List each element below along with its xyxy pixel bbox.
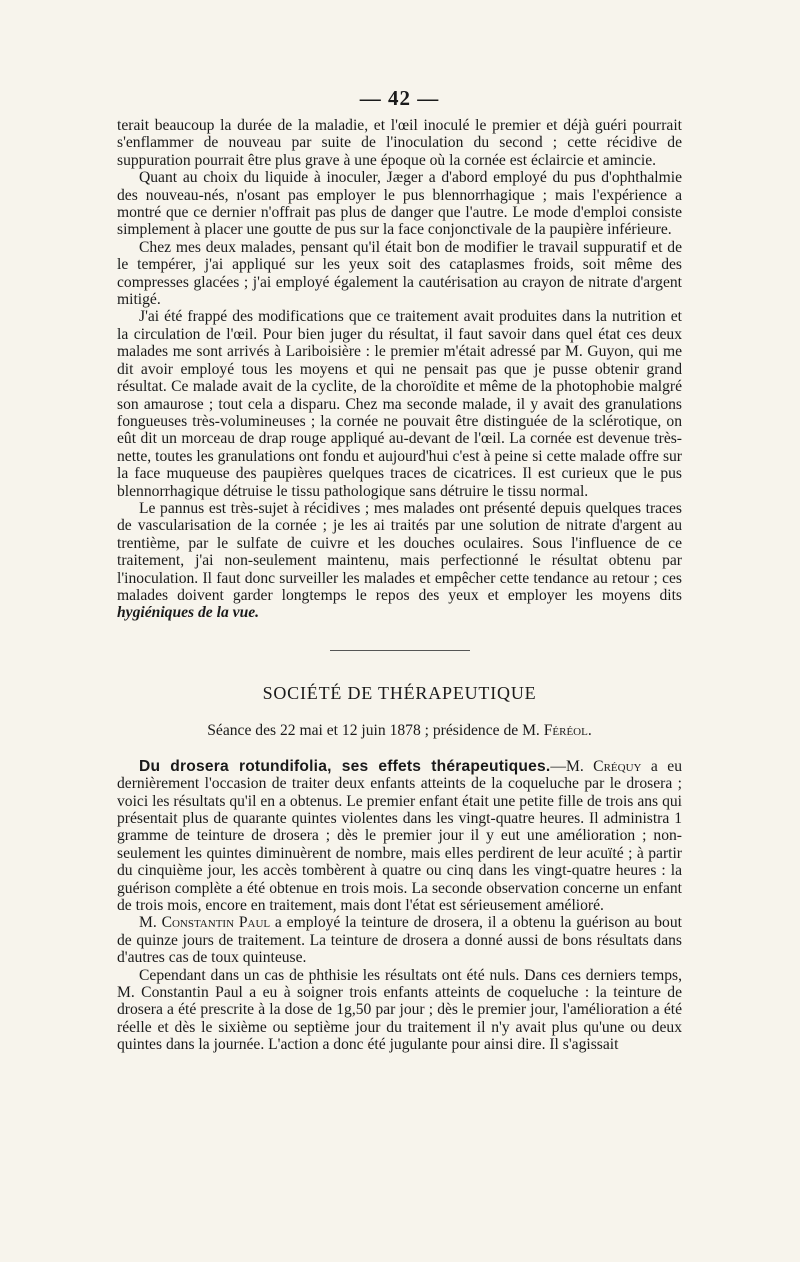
- president-name: Féréol.: [543, 721, 592, 739]
- pannus-text: Le pannus est très-sujet à récidives ; mes malades ont présenté depuis quelques traces de vascularisation de la cornée ; je les ai traités par une solution de nitrate d'argent au trentième, par le sulfate de cuivre et les douches oculaires. Sous l'influence de ce traitement, j'ai non-seulement maintenu, mais perfectionné le résultat obtenu par l'inoculation. Il faut donc surveiller les malades et empêcher cette tendance au retour ; ces malades doivent garder longtemps le repos des yeux et employer les moyens dits: [117, 499, 682, 604]
- paragraph-continued: terait beaucoup la durée de la maladie, et l'œil inoculé le premier et déjà guéri pourrait s'enflammer de nouveau par suite de l'inoculation du second ; cette récidive de suppuration pourrait être plus grave à une époque où la cornée est éclaircie et amincie.: [117, 117, 682, 169]
- session-text: Séance des 22 mai et 12 juin 1878 ; présidence de M.: [207, 721, 540, 739]
- paragraph-inoculation-liquid: Quant au choix du liquide à inoculer, Jæger a d'abord employé du pus d'ophthalmie des nouveau-nés, n'osant pas employer le pus blennorrhagique ; mais l'expérience a montré que ce dernier n'offrait pas plus de danger que l'autre. Le mode d'emploi consiste simplement à placer une goutte de pus sur la face conjonctivale de la paupière inférieure.: [117, 169, 682, 239]
- article-paragraph-3: Cependant dans un cas de phthisie les résultats ont été nuls. Dans ces derniers temps, M. Constantin Paul a eu à soigner trois enfants atteints de coqueluche : la teinture de drosera a été prescrite à la dose de 1g,50 par jour ; dès le premier jour, l'amélioration a été réelle et dès le sixième ou septième jour du traitement il n'y avait plus qu'une ou deux quintes dans la journée. L'action a donc été jugulante pour ainsi dire. Il s'agissait: [117, 966, 682, 1054]
- section-divider: [330, 650, 470, 651]
- article-author: M. Créquy: [565, 757, 642, 775]
- document-page: [117, 86, 682, 1054]
- session-line: [117, 722, 682, 740]
- paragraph-treatment: Chez mes deux malades, pensant qu'il était bon de modifier le travail suppuratif et de le tempérer, j'ai appliqué sur les yeux soit des cataplasmes froids, soit même des compresses glacées ; j'ai employé également la cautérisation au crayon de nitrate d'argent mitigé.: [117, 238, 682, 309]
- paragraph-pannus: [117, 500, 682, 622]
- article-paragraph-1: Du drosera rotundifolia, ses effets thérapeutiques.—M. Créquy a eu dernièrement l'occasion de traiter deux enfants atteints de la coqueluche par le drosera ; voici les résultats qu'il en a obtenus. Le premier enfant était une petite fille de trois ans qui présentait plus de quarante quintes violentes dans les vingt-quatre heures. Il administra 1 gramme de teinture de drosera ; dès le premier jour il y eut une amélioration ; non-seulement les quintes diminuèrent de nombre, mais elles perdirent de leur acuïté ; à partir du cinquième jour, les accès tombèrent à quatre ou cinq dans les vingt-quatre heures : la guérison complète a été obtenue en trois mois. La seconde observation concerne un enfant de trois mois, encore en traitement, mais dont l'état est sérieusement amélioré.: [117, 757, 683, 915]
- paragraph-results: J'ai été frappé des modifications que ce traitement avait produites dans la nutrition et la circulation de l'œil. Pour bien juger du résultat, il faut savoir dans quel état ces deux malades me sont arrivés à Lariboisière : le premier m'était adressé par M. Guyon, qui me dit avoir employé tous les moyens et qui ne pensait pas que je pusse obtenir grand résultat. Ce malade avait de la cyclite, de la choroïdite et même de la photophobie malgré son amaurose ; tout cela a disparu. Chez ma seconde malade, il y avait des granulations fongueuses très-volumineuses ; la cornée ne pouvait être distinguée de la sclérotique, on eût dit un morceau de drap rouge appliqué au-devant de l'œil. La cornée est devenue très-nette, toutes les granulations ont fondu et aujourd'hui c'est à peine si cette malade offre sur la face muqueuse des paupières quelques traces de cicatrices. Il est curieux que le pus blennorrhagique détruise le tissu pathologique sans détruire le tissu normal.: [117, 308, 682, 500]
- page-number: — 42 —: [359, 86, 440, 110]
- article-paragraph-1-text: a eu dernièrement l'occasion de traiter deux enfants atteints de la coqueluche par le drosera ; voici les résultats qu'il en a obtenus. Le premier enfant était une petite fille de trois ans qui présentait plus de quarante quintes violentes dans les vingt-quatre heures. Il administra 1 gramme de teinture de drosera ; dès le premier jour il y eut une amélioration ; non-seulement les quintes diminuèrent de nombre, mais elles perdirent de leur acuïté ; à partir du cinquième jour, les accès tombèrent à quatre ou cinq dans les vingt-quatre heures : la guérison complète a été obtenue en trois mois. La seconde observation concerne un enfant de trois mois, encore en traitement, mais dont l'état est sérieusement amélioré.: [117, 757, 683, 915]
- hygiene-emphasis: hygiéniques de la vue.: [117, 604, 260, 622]
- article-paragraph-2-text: a employé la teinture de drosera, il a obtenu la guérison au bout de quinze jours de traitement. La teinture de drosera a donné aussi de bons résultats dans d'autres cas de toux quinteuse.: [117, 914, 682, 967]
- section-title: SOCIÉTÉ DE THÉRAPEUTIQUE: [262, 682, 537, 703]
- article-title: Du drosera rotundifolia, ses effets thérapeutiques.: [139, 757, 551, 775]
- second-author: M. Constantin Paul: [139, 914, 271, 932]
- article-paragraph-2: [117, 914, 682, 966]
